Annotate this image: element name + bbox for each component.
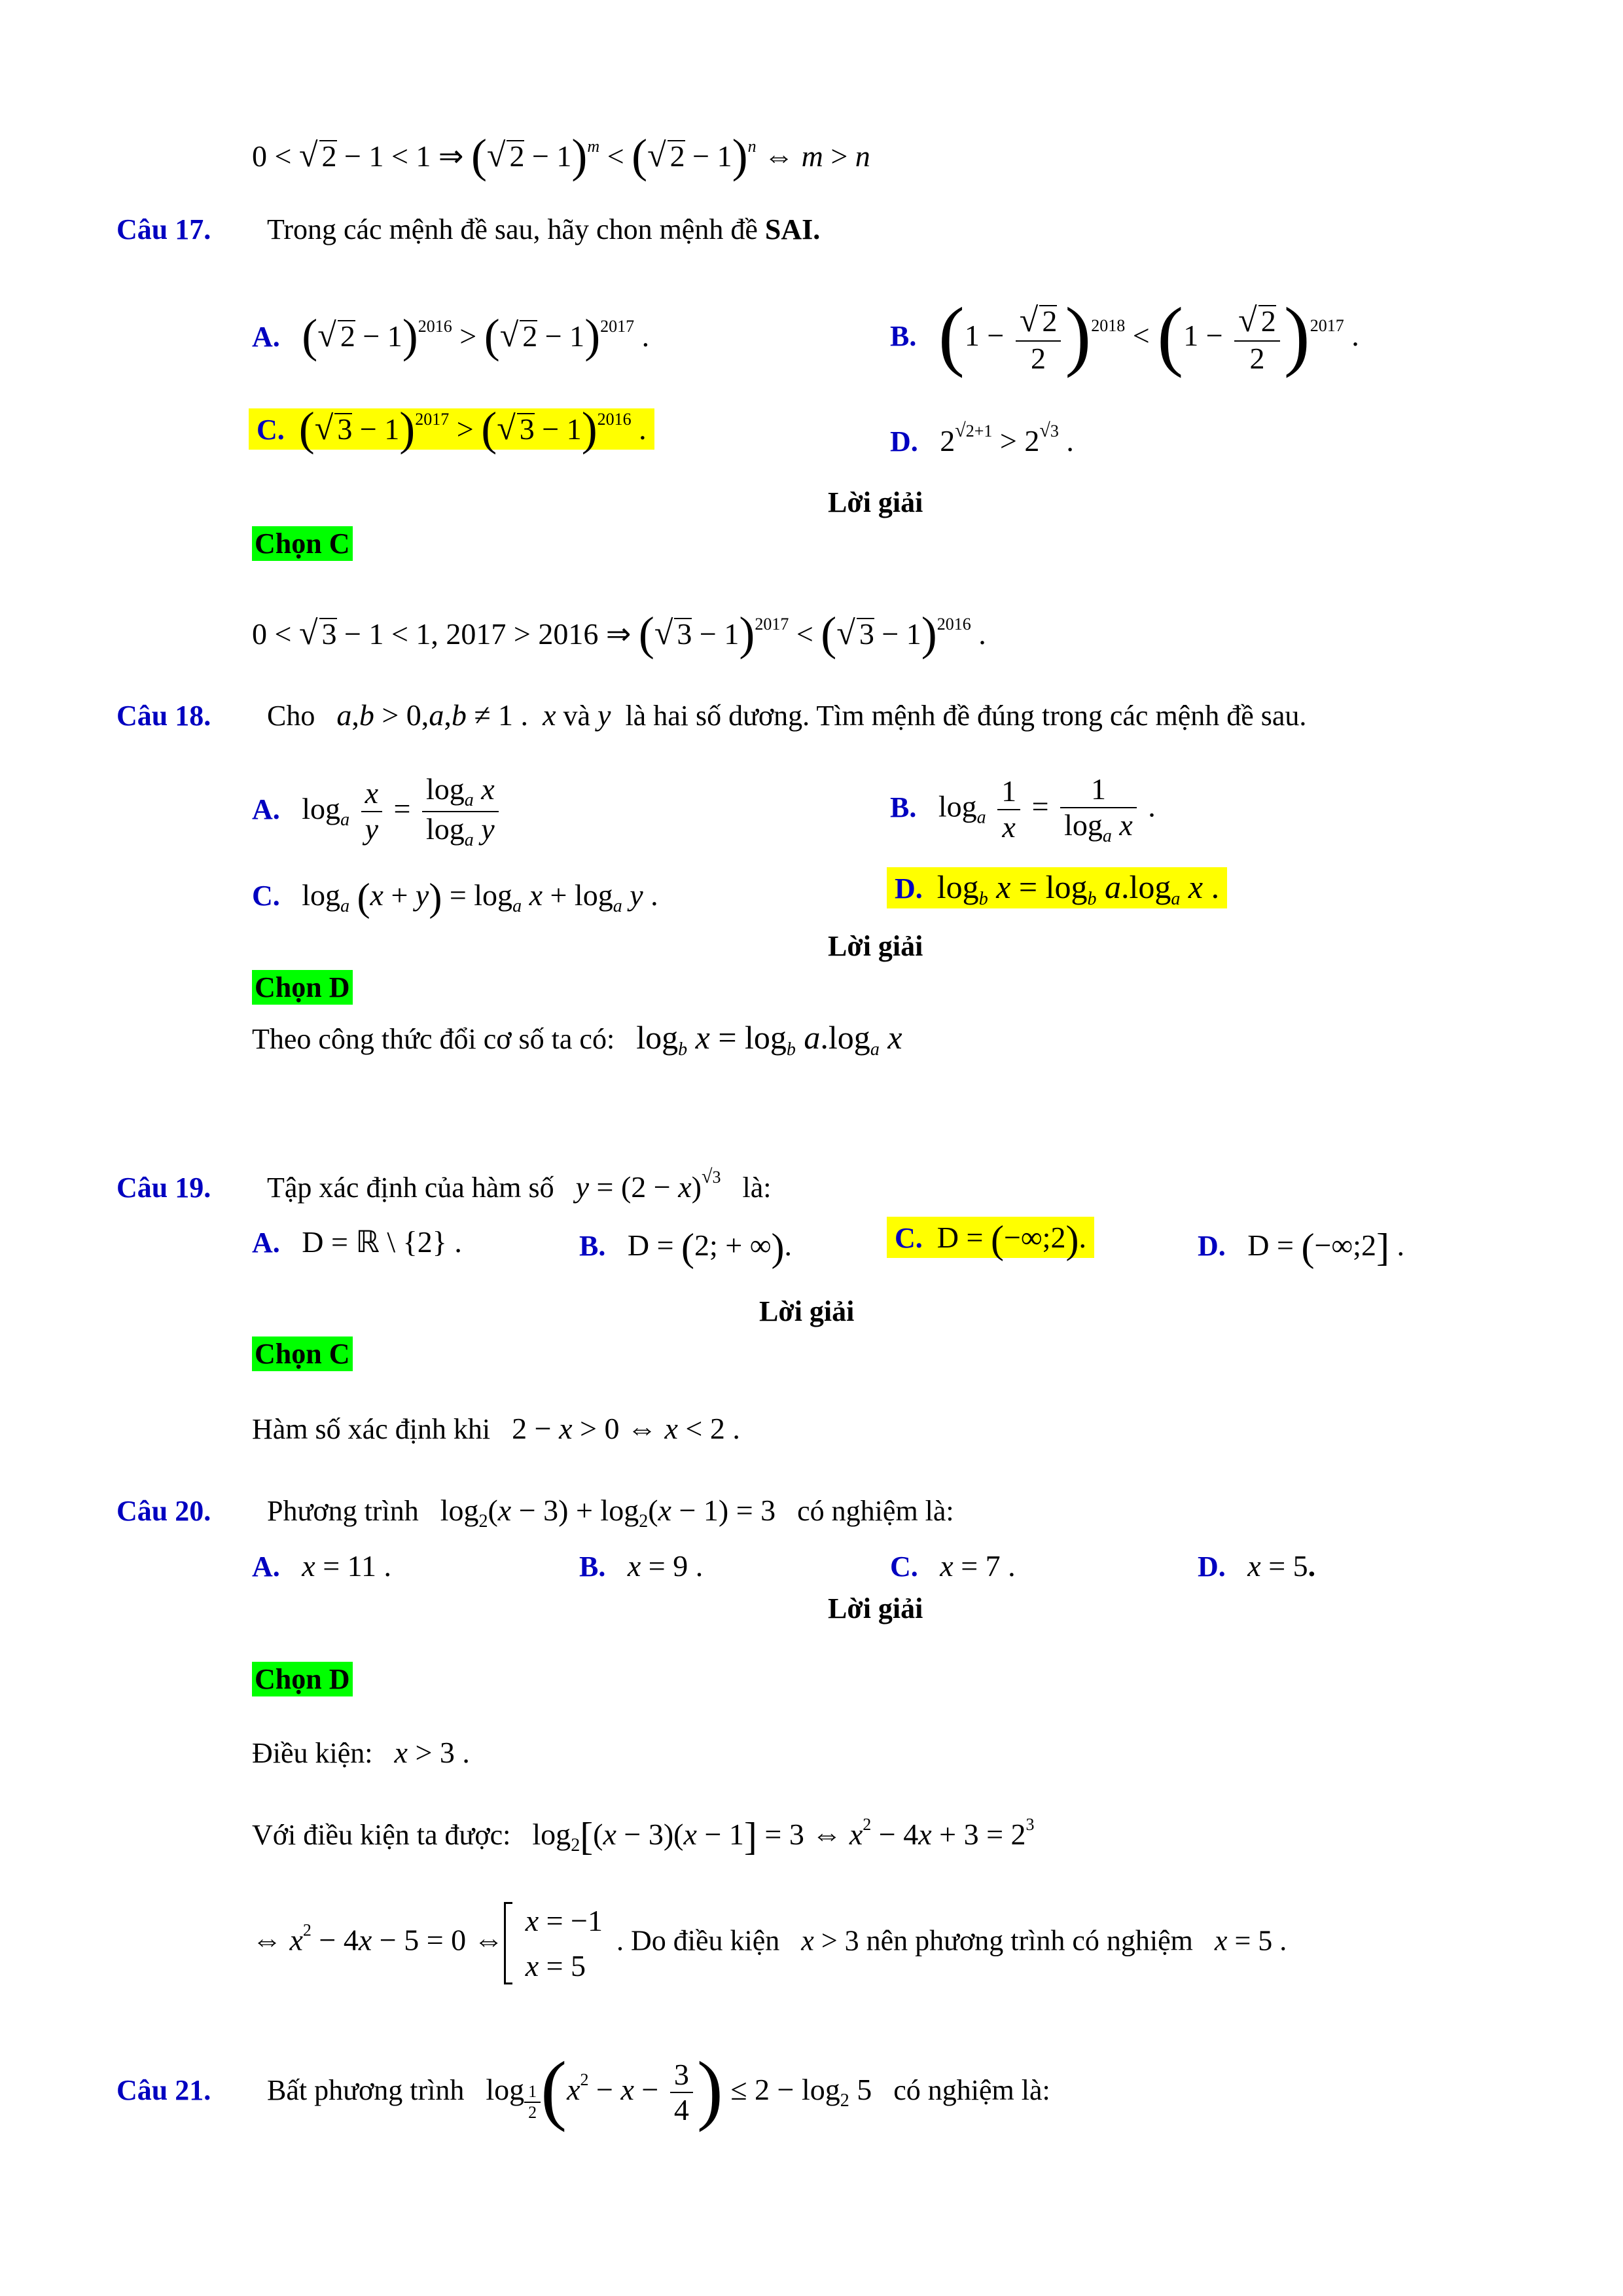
option-a[interactable]: A. D = ℝ \ {2} . [252,1225,462,1259]
option-a[interactable]: A. (√ 2 − 1)$^{2016}$ > (√ 2 − 1)$^{2017}$ . [252,310,650,362]
condition: Điều kiện: x > 3 . [252,1736,470,1769]
answer-badge: Chọn D [252,1662,353,1697]
option-highlight: D. $\log_b x = \log_b a.\log_a$ x . [887,867,1227,908]
option-label: C. [252,880,280,912]
case-1: x = −1 [525,1904,603,1937]
option-label: C. [257,414,285,446]
answer-badge: Chọn D [252,971,353,1005]
option-label: B. [890,320,917,352]
option-label: B. [890,791,917,823]
answer-badge: Chọn C [252,1337,353,1372]
question-label: Câu 19. [116,1172,211,1204]
question-18: Câu 18. Cho a,b > 0,a,b ≠ 1 . x và y là hai số dương. Tìm mệnh đề đúng trong các mệnh đề sau. [116,697,1306,734]
option-highlight: C. D = (−∞;2). [887,1217,1094,1258]
question-20: Câu 20. Phương trình $\log_2(x - 3) + \log_2(x - 1) = 3$ có nghiệm là: [116,1494,954,1532]
question-17 [116,213,820,247]
question-19: Câu 19. Tập xác định của hàm số $y = (2 - x)^{√3}$ là: [116,1165,771,1206]
intro-math-line: 0 < √ 2 − 1 < 1 ⇒ (√ 2 − 1)$^m$ < (√ 2 − 1)$^n$ ⇔ m > n [252,130,870,182]
option-label: D. [895,872,923,905]
option-b[interactable]: B. D = (2; + ∞). [579,1226,793,1269]
option-label: B. [579,1551,606,1583]
solution-title: Lời giải [828,486,923,518]
explanation-math: 0 < √ 3 − 1 < 1, 2017 > 2016 ⇒ (√ 3 − 1)$^{2017}$ < (√ 3 − 1)$^{2016}$ . [252,607,986,660]
option-label: D. [1198,1551,1226,1583]
option-label: A. [252,1227,280,1259]
question-label: Câu 20. [116,1495,211,1527]
question-label: Câu 21. [116,2074,211,2106]
case-2: x = 5 [525,1949,586,1982]
question-label: Câu 18. [116,700,211,732]
answer-badge: Chọn C [252,527,353,562]
step-1: Với điều kiện ta được: $\log_2[(x - 3)(x - 1] = 3$ ⇔ $x^2 - 4x + 3 = 2^3$ [252,1815,1035,1858]
step-2: ⇔ $x^2 - 4x - 5 = 0$ ⇔ x = −1 x = 5 . Do điều kiện x > 3 nên phương trình có nghiệm x = 5 . [252,1898,1287,1988]
solution-title: Lời giải [828,930,923,962]
option-b[interactable]: B. x = 9 . [579,1549,704,1583]
question-text-bold: SAI. [764,213,821,245]
option-a[interactable]: A. x = 11 . [252,1549,391,1583]
option-b[interactable]: B. (1 − $\frac{√ 2}{2}$ )$^{2018}$ < (1 − $\frac{√ 2}{2}$ )$^{2017}$ . [890,291,1359,378]
option-label: C. [895,1222,923,1254]
explanation: Theo công thức đổi cơ số ta có: $\log_b x = \log_b a.\log_a$ x [252,1019,902,1060]
option-label: A. [252,321,280,353]
option-c[interactable] [249,401,654,457]
option-c[interactable] [887,1216,1094,1263]
option-c[interactable]: C. $\log_a (x + y) = \log_a x + \log_a y$ . [252,876,658,919]
option-label: C. [890,1551,918,1583]
option-d[interactable]: D. $2^{√2+1} > 2^{√3}$ . [890,420,1074,457]
question-label: Câu 17. [116,213,211,245]
option-highlight: C. (√ 3 − 1)$^{2017}$ > (√ 3 − 1)$^{2016}$ . [249,408,654,450]
question-21: Câu 21. Bất phương trình log $_{\frac{1}{2}}$ ($x^2 - x$ − $\frac{3}{4}$ ) ≤ $2 - \log_2 5$ có nghiệm là: [116,2045,1050,2132]
option-a[interactable]: A. $\log_a$ $\frac{x}{y}$ = $\frac{\log_a x}{\log_a y}$ [252,772,503,851]
solution-title: Lời giải [759,1295,855,1327]
option-c[interactable]: C. x = 7 . [890,1549,1016,1583]
option-b[interactable]: B. $\log_a$ $\frac{1}{x}$ = $\frac{1}{\log_a x}$ . [890,772,1156,846]
question-text: Trong các mệnh đề sau, hãy chon mệnh đề [267,213,758,245]
option-d[interactable]: D. x = 5. [1198,1549,1316,1583]
option-label: B. [579,1230,606,1262]
option-label: D. [1198,1230,1226,1262]
explanation: Hàm số xác định khi 2 − x > 0 ⇔ x < 2 . [252,1412,740,1445]
option-label: D. [890,425,918,457]
option-label: A. [252,793,280,825]
option-label: A. [252,1551,280,1583]
solution-title: Lời giải [828,1592,923,1624]
option-d[interactable]: D. D = (−∞;2] . [1198,1226,1404,1269]
option-d[interactable] [887,867,1227,910]
